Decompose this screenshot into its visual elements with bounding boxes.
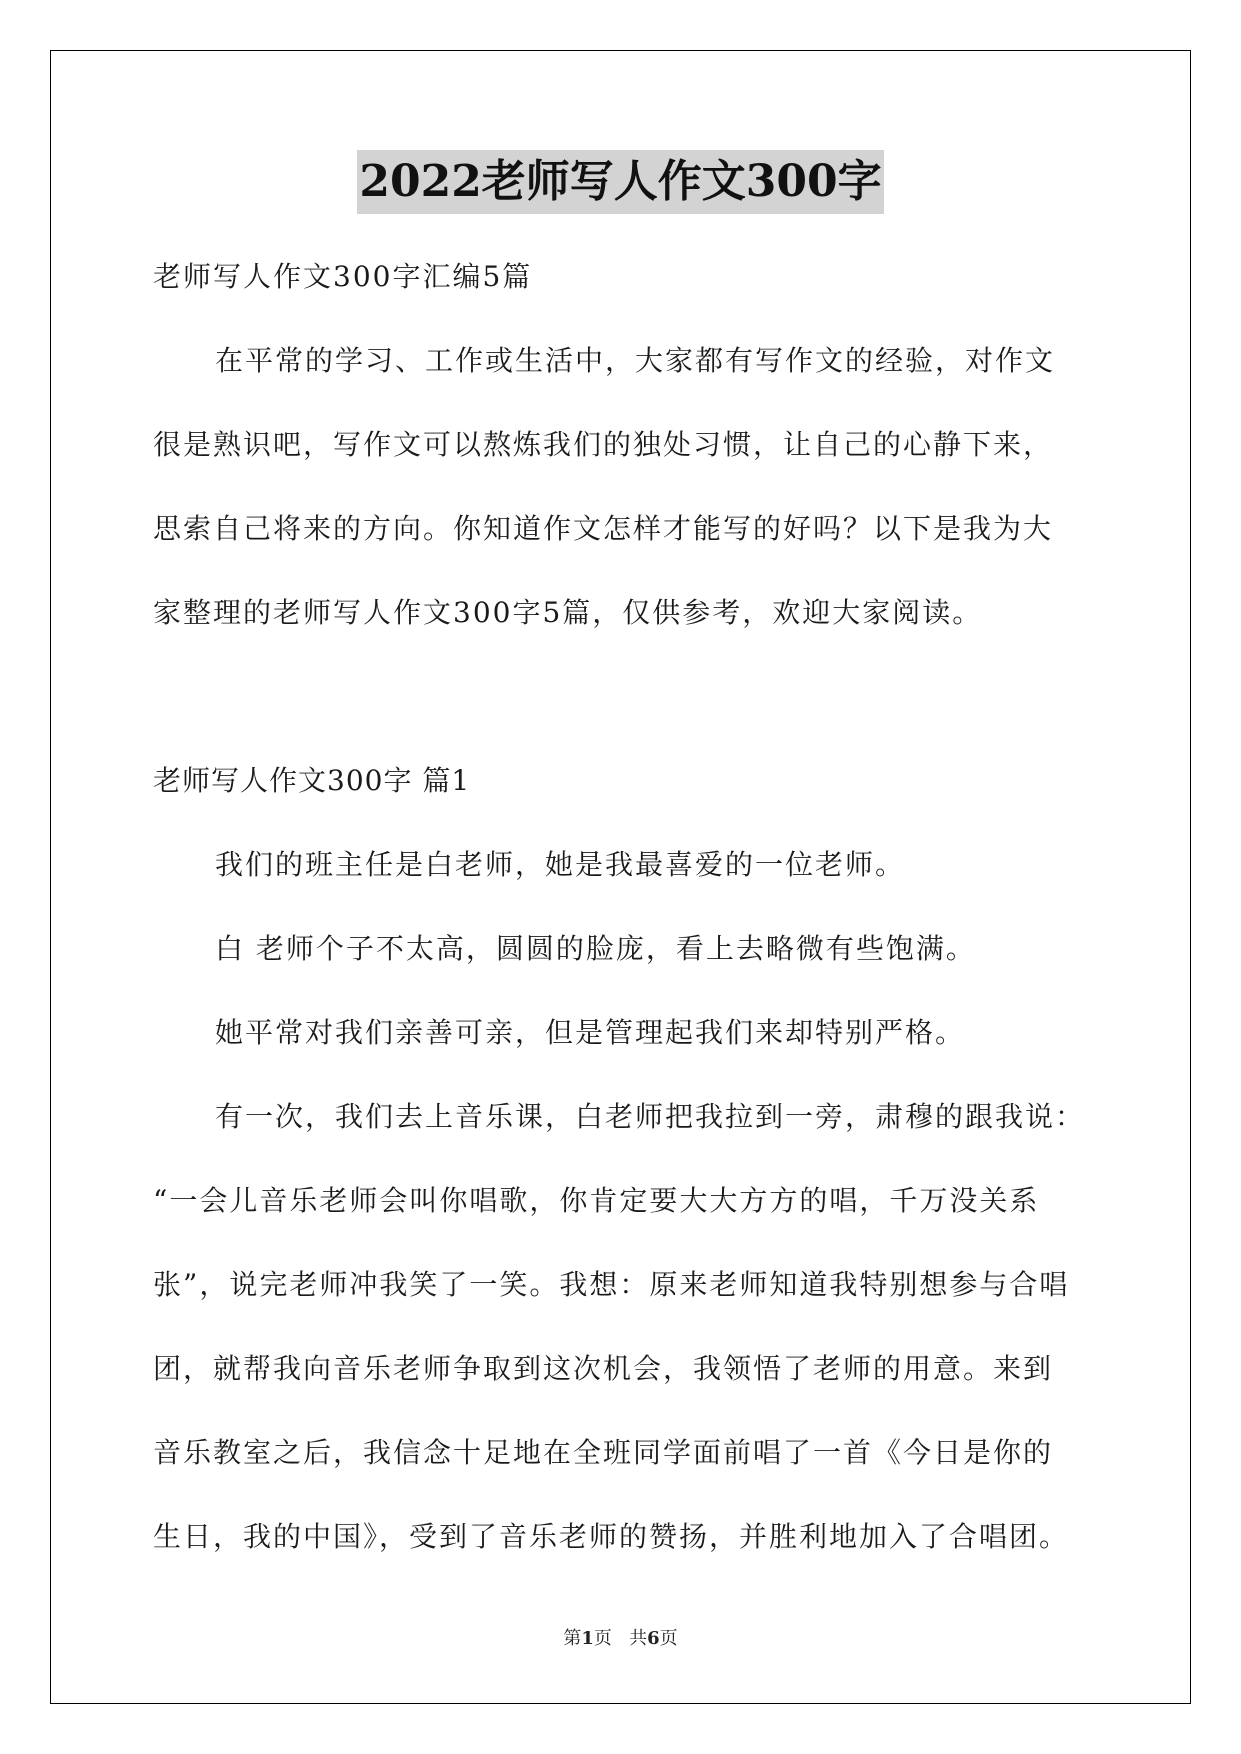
footer-page-suffix: 页 xyxy=(593,1628,612,1649)
section-line: “一会儿音乐老师会叫你唱歌，你肯定要大大方方的唱，千万没关系 xyxy=(153,1184,1040,1217)
intro-line: 家整理的老师写人作文300字5篇，仅供参考，欢迎大家阅读。 xyxy=(153,596,983,629)
intro-line: 思索自己将来的方向。你知道作文怎样才能写的好吗？以下是我为大 xyxy=(153,512,1054,545)
footer-page-total: 6 xyxy=(647,1628,660,1649)
document-body xyxy=(153,235,1093,1579)
section-line: 白 老师个子不太高，圆圆的脸庞，看上去略微有些饱满。 xyxy=(215,932,976,965)
section-line: 她平常对我们亲善可亲，但是管理起我们来却特别严格。 xyxy=(215,1016,966,1049)
title-container xyxy=(0,150,1241,214)
section-line: 张”，说完老师冲我笑了一笑。我想：原来老师知道我特别想参与合唱 xyxy=(153,1268,1070,1301)
page-footer xyxy=(0,1624,1241,1650)
section-line: 有一次，我们去上音乐课，白老师把我拉到一旁，肃穆的跟我说： xyxy=(215,1100,1086,1133)
paragraph-gap xyxy=(153,655,1093,739)
section-line: 我们的班主任是白老师，她是我最喜爱的一位老师。 xyxy=(215,848,906,881)
footer-page-prefix: 第 xyxy=(563,1628,582,1649)
intro-line: 很是熟识吧，写作文可以熬炼我们的独处习惯，让自己的心静下来， xyxy=(153,428,1054,461)
document-title: 2022老师写人作文300字 xyxy=(357,150,883,214)
section-line: 生日，我的中国》，受到了音乐老师的赞扬，并胜利地加入了合唱团。 xyxy=(153,1520,1070,1553)
section-heading: 老师写人作文300字 篇1 xyxy=(153,764,471,797)
footer-total-suffix: 页 xyxy=(659,1628,678,1649)
section-line: 音乐教室之后，我信念十足地在全班同学面前唱了一首《今日是你的 xyxy=(153,1436,1054,1469)
footer-page-current: 1 xyxy=(581,1628,594,1649)
document-subtitle: 老师写人作文300字汇编5篇 xyxy=(153,260,533,293)
intro-line: 在平常的学习、工作或生活中，大家都有写作文的经验，对作文 xyxy=(215,344,1056,377)
section-line: 团，就帮我向音乐老师争取到这次机会，我领悟了老师的用意。来到 xyxy=(153,1352,1054,1385)
footer-total-prefix: 共 xyxy=(629,1628,648,1649)
